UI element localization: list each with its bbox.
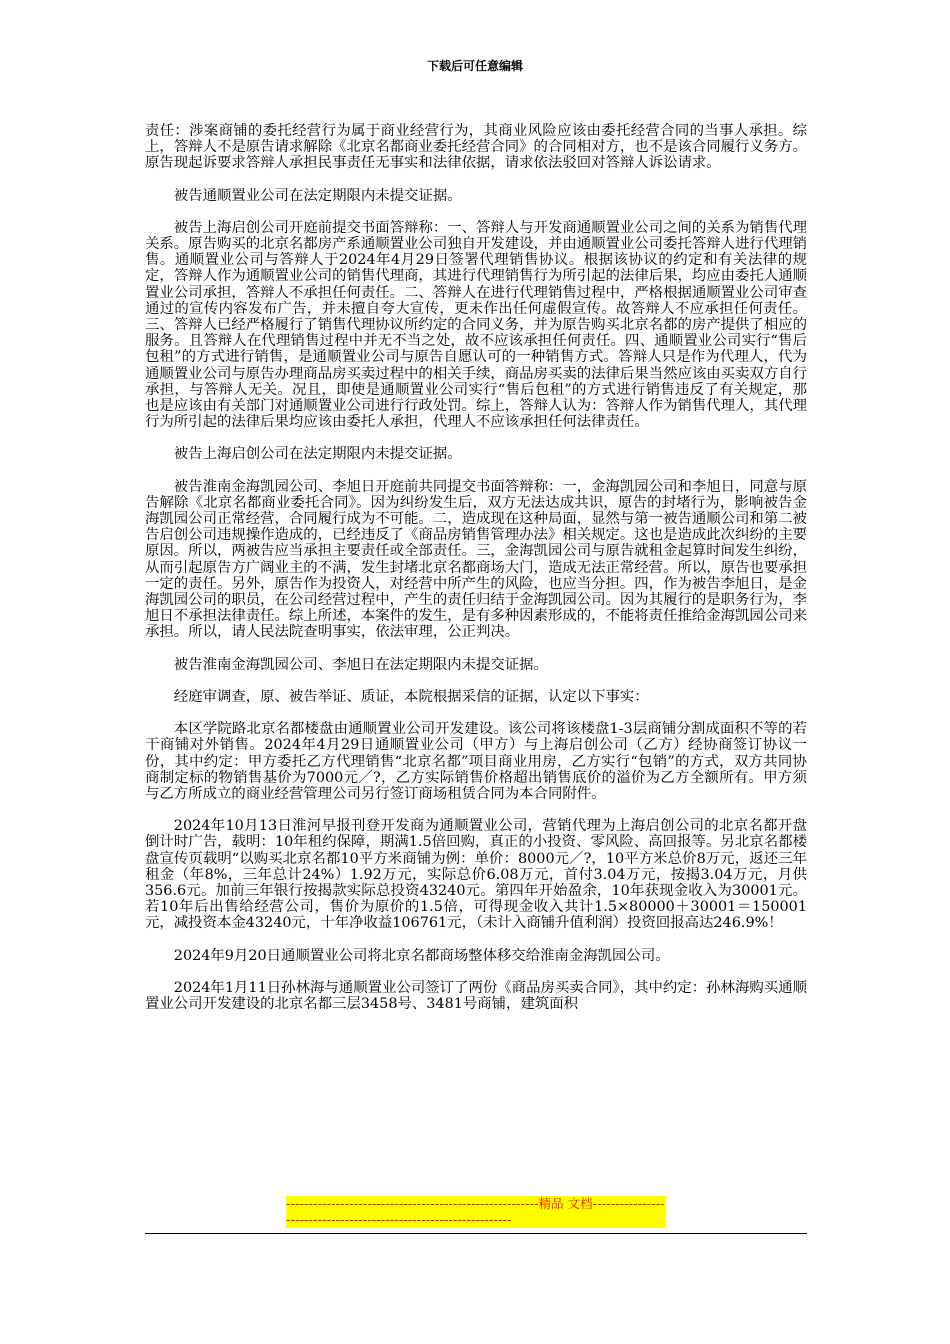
footer-banner: --------------------------------------------------------精品 文档------------------------------------------------------------------ xyxy=(286,1196,665,1227)
paragraph: 被告上海启创公司开庭前提交书面答辩称：一、答辩人与开发商通顺置业公司之间的关系为销售代理关系。原告购买的北京名都房产系通顺置业公司独自开发建设，并由通顺置业公司委托答辩人进行代理销售。通顺置业公司与答辩人于2024年4月29日签署代理销售协议。根据该协议的约定和有关法律的规定，答辩人作为通顺置业公司的销售代理商，其进行代理销售行为所引起的法律后果，均应由委托人通顺置业公司承担，答辩人不承担任何责任。二、答辩人在进行代理销售过程中，严格根据通顺置业公司审查通过的宣传内容发布广告，并未擅自夸大宣传，更未作出任何虚假宣传。故答辩人不应承担任何责任。三、答辩人已经严格履行了销售代理协议所约定的合同义务，并为原告购买北京名都的房产提供了相应的服务。且答辩人在代理销售过程中并无不当之处，故不应该承担任何责任。四、通顺置业公司实行“售后包租”的方式进行销售，是通顺置业公司与原告自愿认可的一种销售方式。答辩人只是作为代理人，代为通顺置业公司与原告办理商品房买卖过程中的相关手续，商品房买卖的法律后果当然应该由买卖双方自行承担，与答辩人无关。况且，即使是通顺置业公司实行“售后包租”的方式进行销售违反了有关规定，那也是应该由有关部门对通顺置业公司进行行政处罚。综上，答辩人认为：答辩人作为销售代理人，其代理行为所引起的法律后果均应该由委托人承担，代理人不应该承担任何法律责任。 xyxy=(145,219,807,431)
paragraph: 2024年1月11日孙林海与通顺置业公司签订了两份《商品房买卖合同》，其中约定：孙林海购买通顺置业公司开发建设的北京名都三层3458号、3481号商铺，建筑面积 xyxy=(145,979,807,1012)
paragraph: 2024年10月13日淮河早报刊登开发商为通顺置业公司，营销代理为上海启创公司的北京名都开盘倒计时广告，载明：10年租约保障，期满1.5倍回购，真正的小投资、零风险、高回报等。另北京名都楼盘宣传页载明“以购买北京名都10平方米商铺为例：单价：8000元／?，10平方米总价8万元，返还三年租金（年8%，三年总计24%）1.92万元，实际总价6.08万元，首付3.04万元，按揭3.04万元，月供356.6元。加前三年银行按揭款实际总投资43240元。第四年开始盈余，10年获现金收入为30001元。若10年后出售给经营公司，售价为原价的1.5倍，可得现金收入共计1.5×80000＋30001＝150001元，减投资本金43240元，十年净收益106761元，（未计入商铺升值利润）投资回报高达246.9%！ xyxy=(145,818,807,932)
paragraph: 本区学院路北京名都楼盘由通顺置业公司开发建设。该公司将该楼盘1-3层商铺分割成面积不等的若干商铺对外销售。2024年4月29日通顺置业公司（甲方）与上海启创公司（乙方）经协商签订协议一份，其中约定：甲方委托乙方代理销售“北京名都”项目商业用房，乙方实行“包销”的方式，双方共同协商制定标的物销售基价为7000元／?，乙方实际销售价格超出销售底价的溢价为乙方全额所有。甲方须与乙方所成立的商业经营管理公司另行签订商场租赁合同为本合同附件。 xyxy=(145,721,807,802)
paragraph: 被告淮南金海凯园公司、李旭日开庭前共同提交书面答辩称：一，金海凯园公司和李旭日，同意与原告解除《北京名都商业委托合同》。因为纠纷发生后，双方无法达成共识，原告的封堵行为，影响被告金海凯园公司正常经营，合同履行成为不可能。二，造成现在这种局面，显然与第一被告通顺公司和第二被告启创公司违规操作造成的，已经违反了《商品房销售管理办法》相关规定。这也是造成此次纠纷的主要原因。所以，两被告应当承担主要责任或全部责任。三，金海凯园公司与原告就租金起算时间发生纠纷，从而引起原告方广阔业主的不满，发生封堵北京名都商场大门，造成无法正常经营。所以，原告也要承担一定的责任。另外，原告作为投资人，对经营中所产生的风险，也应当分担。四，作为被告李旭日，是金海凯园公司的职员，在公司经营过程中，产生的责任归结于金海凯园公司。因为其履行的是职务行为，李旭日不承担法律责任。综上所述，本案件的发生，是有多种因素形成的，不能将责任推给金海凯园公司来承担。所以，请人民法院查明事实，依法审理，公正判决。 xyxy=(145,478,807,641)
paragraph: 被告上海启创公司在法定期限内未提交证据。 xyxy=(173,446,462,463)
paragraph-continuation: 责任：涉案商铺的委托经营行为属于商业经营行为，其商业风险应该由委托经营合同的当事人承担。综上，答辩人不是原告请求解除《北京名都商业委托经营合同》的合同相对方，也不是该合同履行义务方。原告现起诉要求答辩人承担民事责任无事实和法律依据，请求依法驳回对答辩人诉讼请求。 xyxy=(145,123,807,172)
paragraph: 被告通顺置业公司在法定期限内未提交证据。 xyxy=(173,187,462,204)
paragraph: 被告淮南金海凯园公司、李旭日在法定期限内未提交证据。 xyxy=(173,656,548,673)
document-body xyxy=(145,123,807,1028)
footer-divider xyxy=(145,1233,807,1234)
paragraph: 2024年9月20日通顺置业公司将北京名都商场整体移交给淮南金海凯园公司。 xyxy=(173,947,670,964)
paragraph: 经庭审调查，原、被告举证、质证，本院根据采信的证据，认定以下事实： xyxy=(173,688,649,705)
page-header: 下载后可任意编辑 xyxy=(426,59,523,73)
